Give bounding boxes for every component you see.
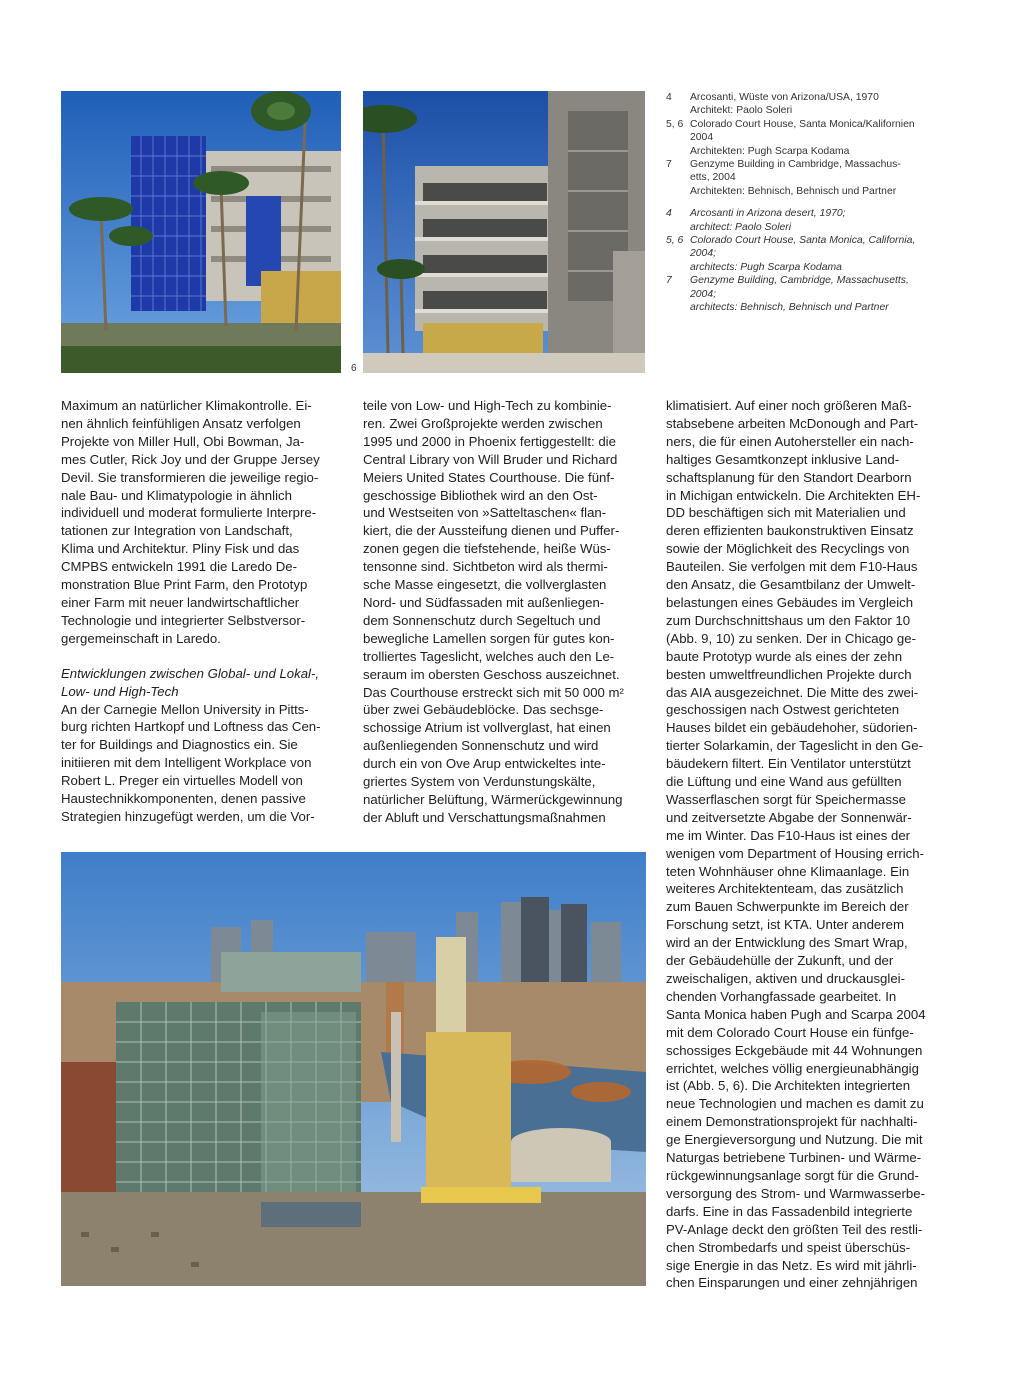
caption-line: Genzyme Building, Cambridge, Massachusetts,	[690, 275, 909, 287]
caption-item	[666, 91, 966, 118]
text-line: sowie der Möglichkeit des Recyclings von	[666, 541, 910, 557]
text-line: durch ein von Ove Arup entwickeltes inte-	[363, 756, 606, 772]
text-line: ter for Buildings and Diagnostics ein. Sie	[61, 737, 298, 753]
caption-line: architects: Behnisch, Behnisch und Partner	[690, 302, 889, 314]
caption-line: architect: Paolo Soleri	[690, 221, 792, 233]
text-line: PV-Anlage deckt den größten Teil des restli-	[666, 1221, 923, 1237]
text-line: Maximum an natürlicher Klimakontrolle. Ei-	[61, 398, 312, 413]
caption-line: Colorado Court House, Santa Monica/Kalifornien	[690, 118, 915, 130]
captions-german	[666, 91, 966, 198]
text-line: individuell und moderat formulierte Interpre-	[61, 505, 317, 521]
figure-captions	[666, 91, 966, 315]
caption-item	[666, 118, 966, 158]
text-line: natürlicher Belüftung, Wärmerückgewinnung	[363, 791, 623, 807]
text-line: den Ansatz, die Gesamtbilanz der Umwelt-	[666, 577, 916, 593]
text-line: einer Farm mit neuer landwirtschaftlicher	[61, 594, 300, 610]
text-line: Devil. Sie transformieren die jeweilige regio-	[61, 469, 319, 485]
text-line: teile von Low- und High-Tech zu kombinie-	[363, 398, 612, 413]
photo-colorado-court-exterior	[61, 91, 341, 373]
text-line: ist (Abb. 5, 6). Die Architekten integrierten	[666, 1078, 911, 1094]
text-line: trolliertes Tageslicht, welches auch den Le-	[363, 648, 615, 664]
figure-number-6: 6	[351, 363, 357, 374]
section-heading	[61, 665, 346, 701]
caption-line: etts, 2004	[690, 172, 736, 184]
text-line: Projekte von Miller Hull, Obi Bowman, Ja-	[61, 433, 305, 449]
text-line: mes Cutler, Rick Joy und der Gruppe Jersey	[61, 451, 320, 467]
text-line: chenden Vorhangfassade gearbeitet. In	[666, 988, 897, 1004]
text-line: chen Strombedarfs und speist überschüs-	[666, 1239, 911, 1255]
text-line: versorgung des Strom- und Warmwasserbe-	[666, 1185, 925, 1201]
text-line: Klima und Architektur. Pliny Fisk und das	[61, 541, 300, 557]
body-column-3	[666, 397, 966, 1292]
text-line: zum Durchschnittshaus um den Faktor 10	[666, 612, 911, 628]
text-line: teten Wohnhäuser ohne Klimaanlage. Ein	[666, 863, 910, 879]
caption-line: 2004	[690, 132, 714, 144]
text-line: Robert L. Preger ein virtuelles Modell von	[61, 773, 303, 789]
text-line: darfs. Eine in das Fassadenbild integrierte	[666, 1203, 913, 1219]
text-line: ners, die für einen Autohersteller ein nach-	[666, 433, 914, 449]
caption-line: Arcosanti in Arizona desert, 1970;	[690, 208, 846, 220]
caption-number: 7	[666, 159, 672, 171]
text-line: stabsebene arbeiten McDonough and Part-	[666, 415, 919, 431]
text-line: me im Winter. Das F10-Haus ist eines der	[666, 827, 911, 843]
text-line: wenigen vom Department of Housing errich-	[666, 845, 925, 861]
text-line: deren effizienten baukonstruktiven Einsatz	[666, 523, 914, 539]
text-line: seraum im obersten Geschoss auszeichnet.	[363, 666, 620, 682]
text-line: tierter Solarkamin, der Tageslicht in den Ge-	[666, 738, 924, 754]
text-line: über zwei Gebäudeblöcke. Das sechsge-	[363, 702, 604, 718]
text-line: wird an der Entwicklung des Smart Wrap,	[666, 935, 908, 951]
caption-line: Colorado Court House, Santa Monica, California,	[690, 235, 916, 247]
photo-genzyme-building	[61, 852, 646, 1286]
caption-line: Architekten: Behnisch, Behnisch und Partner	[690, 185, 897, 197]
text-line: monstration Blue Print Farm, den Prototyp	[61, 577, 308, 593]
text-line: bewegliche Lamellen sorgen für gutes kon-	[363, 630, 615, 646]
text-line: haltiges Gesamtkonzept inklusive Land-	[666, 451, 900, 467]
caption-item	[666, 158, 966, 198]
body-column-2	[363, 397, 648, 827]
text-line: Nord- und Südfassaden mit außenliegen-	[363, 594, 605, 610]
caption-line: 2004;	[690, 288, 717, 300]
text-line: Wasserflaschen sorgt für Speichermasse	[666, 791, 906, 807]
text-line: CMPBS entwickeln 1991 die Laredo De-	[61, 559, 298, 575]
text-line: der Gebäudehülle der Zukunft, und der	[666, 953, 894, 969]
photo-colorado-court-courtyard	[363, 91, 645, 373]
paragraph-intro	[61, 397, 346, 648]
text-line: (Abb. 9, 10) zu senken. Der in Chicago ge-	[666, 630, 916, 646]
text-line: kiert, die der Aussteifung dienen und Puffer-	[363, 523, 620, 539]
text-line: schossige Atrium ist vollverglast, hat einen	[363, 720, 611, 736]
text-line: Naturgas betriebene Turbinen- und Wärme-	[666, 1150, 922, 1166]
caption-line: Architekten: Pugh Scarpa Kodama	[690, 145, 850, 157]
text-line: und zeitversetzte Abgabe der Sonnenwär-	[666, 809, 912, 825]
caption-item	[666, 274, 966, 314]
caption-number: 5, 6	[666, 118, 684, 130]
text-line: klimatisiert. Auf einer noch größeren Maß-	[666, 398, 912, 413]
text-line: nen ähnlich feinfühligen Ansatz verfolgen	[61, 415, 301, 431]
text-line: nale Bau- und Klimatypologie in ähnlich	[61, 487, 292, 503]
text-line: das AIA ausgezeichnet. Die Mitte des zwei-	[666, 684, 919, 700]
text-line: zweischaligen, aktiven und druckausglei-	[666, 971, 905, 986]
caption-number: 4	[666, 92, 672, 103]
text-line: mit dem Colorado Court House ein fünfge-	[666, 1024, 914, 1040]
text-line: weiteres Architektenteam, das zusätzlich	[666, 881, 904, 897]
text-line: initiieren mit dem Intelligent Workplace von	[61, 755, 312, 771]
heading-line: Entwicklungen zwischen Global- und Lokal-,	[61, 665, 320, 681]
text-line: An der Carnegie Mellon University in Pitts-	[61, 701, 309, 717]
text-line: geschossige Bibliothek wird an den Ost-	[363, 487, 598, 503]
text-line: DD beschäftigen sich mit Materialien und	[666, 505, 906, 521]
caption-line: Architekt: Paolo Soleri	[690, 105, 793, 117]
text-line: einem Demonstrationsprojekt für nachhalti-	[666, 1114, 918, 1130]
caption-item	[666, 207, 966, 234]
text-line: Das Courthouse erstreckt sich mit 50 000 m²	[363, 684, 624, 700]
text-line: tensonne sind. Sichtbeton wird als thermi-	[363, 559, 608, 575]
text-line: die Lüftung und eine Wand aus gefüllten	[666, 774, 902, 790]
text-line: und Westseiten von »Satteltaschen« flan-	[363, 505, 607, 521]
text-line: der Abluft und Verschattungsmaßnahmen	[363, 809, 606, 825]
text-line: rückgewinnungsanlage sorgt für die Grund-	[666, 1167, 919, 1183]
text-line: zum Bauen Schwerpunkte im Bereich der	[666, 899, 909, 915]
text-line: geschossigen nach Ostwest gerichteten	[666, 702, 900, 718]
body-column-1	[61, 397, 346, 826]
text-line: ren. Zwei Großprojekte werden zwischen	[363, 415, 603, 431]
text-line: Haustechnikkomponenten, denen passive	[61, 791, 306, 807]
text-line: dem Sonnenschutz durch Segeltuch und	[363, 612, 601, 628]
text-line: Hauses bildet ein gebäudehoher, südorien-	[666, 720, 918, 736]
text-line: zonen gegen die tiefstehende, heiße Wüs-	[363, 541, 611, 557]
text-line: besten umweltfreundlichen Projekte durch	[666, 666, 912, 682]
text-line: baute Prototyp wurde als eines der zehn	[666, 648, 903, 664]
captions-english	[666, 207, 966, 314]
text-line: gergemeinschaft in Laredo.	[61, 630, 221, 646]
caption-line: Genzyme Building in Cambridge, Massachus-	[690, 159, 901, 171]
text-line: schossiges Eckgebäude mit 44 Wohnungen	[666, 1042, 923, 1058]
heading-line: Low- und High-Tech	[61, 683, 179, 699]
text-line: burg richten Hartkopf und Loftness das Cen-	[61, 719, 321, 735]
text-line: Meiers United States Courthouse. Die fünf-	[363, 469, 615, 485]
caption-number: 4	[666, 208, 672, 220]
text-line: 1995 und 2000 in Phoenix fertiggestellt: die	[363, 433, 616, 449]
paragraph-carnegie	[61, 701, 346, 826]
text-line: schaftsplanung für den Standort Dearborn	[666, 469, 912, 485]
text-line: griertes System von Verdunstungskälte,	[363, 774, 596, 790]
text-line: chen Einsparungen und einer zehnjährigen	[666, 1275, 918, 1291]
text-line: sche Masse eingesetzt, die vollverglasten	[363, 577, 607, 593]
text-line: Strategien hinzugefügt werden, um die Vor-	[61, 808, 315, 824]
text-line: Forschung setzt, ist KTA. Unter anderem	[666, 917, 904, 933]
caption-line: 2004;	[690, 248, 717, 260]
caption-number: 7	[666, 275, 672, 287]
caption-number: 5, 6	[666, 235, 684, 247]
caption-line: architects: Pugh Scarpa Kodama	[690, 261, 842, 273]
text-line: Bauteilen. Sie verfolgen mit dem F10-Haus	[666, 559, 918, 575]
caption-line: Arcosanti, Wüste von Arizona/USA, 1970	[690, 92, 879, 103]
text-line: neue Technologien und machen es damit zu	[666, 1096, 924, 1112]
text-line: sige Energie in das Netz. Es wird mit jährli-	[666, 1257, 917, 1273]
text-line: errichtet, welches völlig energieunabhängig	[666, 1060, 919, 1076]
text-line: Santa Monica haben Pugh and Scarpa 2004	[666, 1006, 926, 1022]
text-line: tationen zur Integration von Landschaft,	[61, 523, 293, 539]
text-line: Central Library von Will Bruder und Richard	[363, 451, 618, 467]
caption-item	[666, 234, 966, 274]
text-line: bäudekern filtert. Ein Ventilator unterstützt	[666, 756, 911, 772]
text-line: belastungen eines Gebäudes im Vergleich	[666, 594, 914, 610]
text-line: Technologie und integrierter Selbstversor-	[61, 612, 306, 628]
text-line: ge Energieversorgung und Nutzung. Die mit	[666, 1132, 923, 1148]
text-line: außenliegenden Sonnenschutz und wird	[363, 738, 599, 754]
text-line: in Michigan entwickeln. Die Architekten EH-	[666, 487, 921, 503]
